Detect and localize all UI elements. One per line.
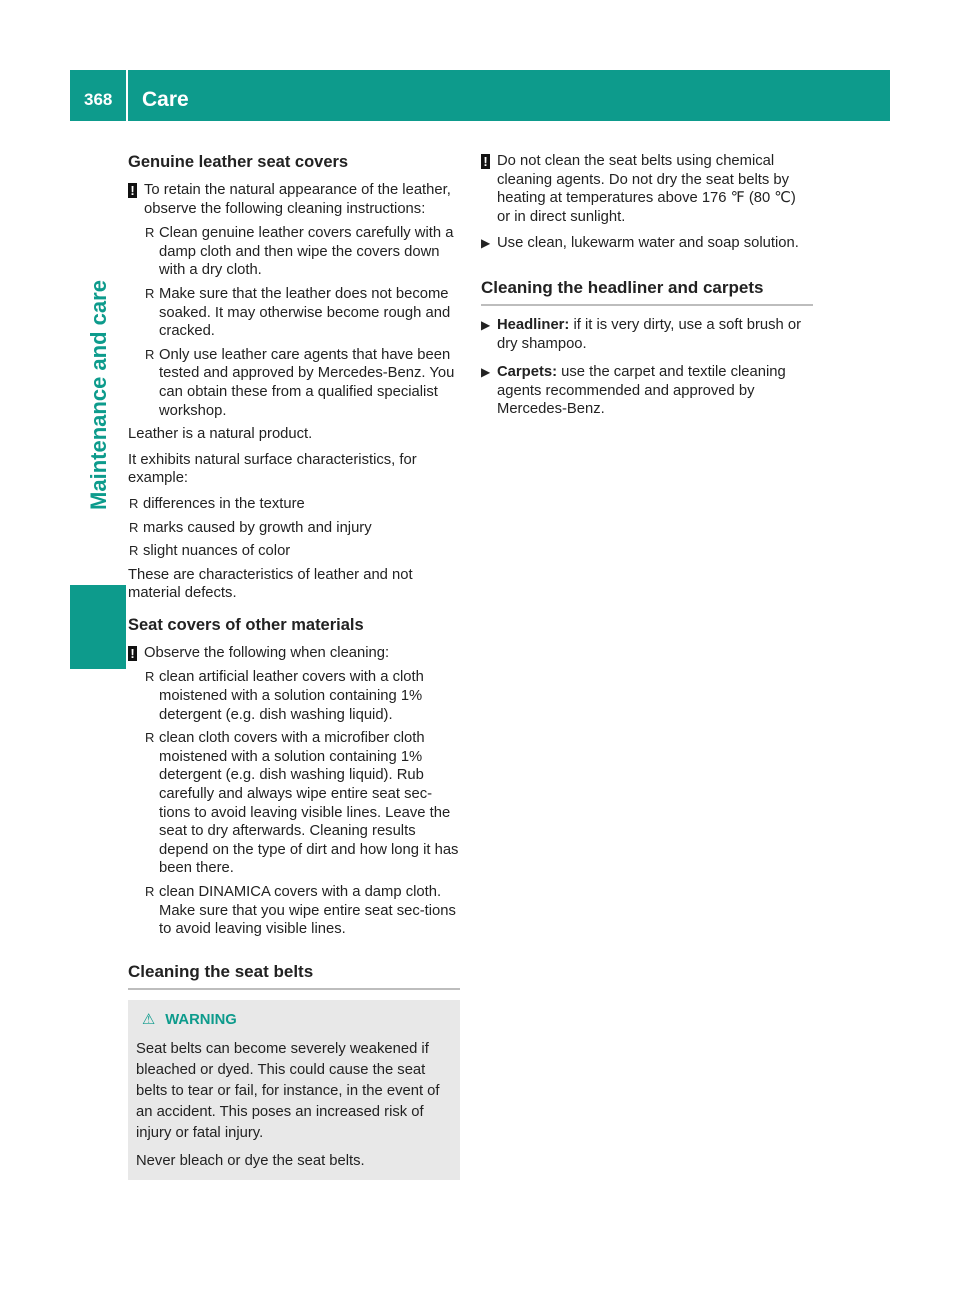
paragraph: Leather is a natural product. bbox=[128, 426, 313, 443]
bullet-r-icon: R bbox=[129, 543, 139, 559]
left-column bbox=[128, 152, 460, 1180]
bullet-r-icon: R bbox=[145, 669, 155, 685]
header-divider bbox=[126, 70, 128, 121]
warning-triangle-icon: ⚠ bbox=[142, 1011, 156, 1028]
step-item: ▶ Headliner: if it is very dirty, use a soft brush or dry shampoo. bbox=[481, 316, 801, 352]
bullet-r-icon: R bbox=[145, 730, 155, 746]
note-text: Do not clean the seat belts using chemical cleaning agents. Do not dry the seat belts by heating at temperatures above 176 ℉ (80 ℃) or in direct sunlight. bbox=[497, 153, 796, 225]
note-other-materials bbox=[128, 644, 460, 663]
list-item: R Only use leather care agents that have been tested and approved by Mercedes-Benz. You can obtain these from a qualified specialist workshop. bbox=[145, 346, 455, 419]
arrow-right-icon: ▶ bbox=[481, 317, 491, 332]
note-seat-belts bbox=[481, 152, 813, 226]
section-heading-leather: Genuine leather seat covers bbox=[128, 153, 349, 171]
paragraph: These are characteristics of leather and not material defects. bbox=[128, 566, 413, 602]
page-header bbox=[70, 70, 890, 121]
side-tab-marker bbox=[70, 585, 126, 669]
page-title: Care bbox=[142, 88, 189, 111]
page-number: 368 bbox=[84, 90, 113, 109]
other-materials-list bbox=[128, 668, 460, 938]
note-leather bbox=[128, 181, 460, 218]
list-item: R Clean genuine leather covers carefully with a damp cloth and then wipe the covers down with a dry cloth. bbox=[145, 225, 454, 279]
section-heading-seat-belts: Cleaning the seat belts bbox=[128, 961, 314, 981]
paragraph: It exhibits natural surface characteristics, for example: bbox=[128, 451, 417, 487]
exclamation-icon: ! bbox=[481, 154, 490, 169]
section-heading-other-materials: Seat covers of other materials bbox=[128, 615, 364, 634]
warning-instruction: Never bleach or dye the seat belts. bbox=[136, 1152, 365, 1169]
bullet-r-icon: R bbox=[145, 225, 155, 241]
leather-instructions-list bbox=[128, 224, 460, 420]
bullet-r-icon: R bbox=[129, 519, 139, 535]
warning-title: ⚠ WARNING bbox=[142, 1011, 237, 1028]
side-tab-label: Maintenance and care bbox=[86, 280, 111, 510]
exclamation-icon: ! bbox=[128, 183, 137, 198]
exclamation-icon: ! bbox=[128, 646, 137, 661]
bullet-r-icon: R bbox=[129, 495, 139, 511]
list-item: R Make sure that the leather does not become soaked. It may otherwise become rough and cracked. bbox=[145, 285, 451, 340]
list-item: R slight nuances of color bbox=[129, 543, 291, 560]
step-item: ▶ Carpets: use the carpet and textile cleaning agents recommended and approved by Mercedes-Benz. bbox=[481, 364, 786, 418]
list-item: R clean DINAMICA covers with a damp cloth. Make sure that you wipe entire seat sec-tions to avoid leaving visible lines. bbox=[145, 884, 456, 938]
step-item: ▶ Use clean, lukewarm water and soap solution. bbox=[481, 235, 799, 252]
list-item: R clean artificial leather covers with a cloth moistened with a solution containing 1% detergent (e.g. dish washing liquid). bbox=[145, 669, 424, 723]
bullet-r-icon: R bbox=[145, 346, 155, 362]
section-heading-headliner: Cleaning the headliner and carpets bbox=[481, 277, 764, 297]
list-item: R differences in the texture bbox=[129, 495, 305, 512]
arrow-right-icon: ▶ bbox=[481, 365, 491, 380]
bullet-r-icon: R bbox=[145, 285, 155, 301]
bullet-r-icon: R bbox=[145, 884, 155, 899]
warning-text: Seat belts can become severely weakened if bleached or dyed. This could cause the seat belts to tear or fail, for instance, in the event of an accident. This poses an increased risk of injury or fatal injury. bbox=[136, 1040, 440, 1141]
section-heading-headliner-wrap bbox=[481, 277, 813, 306]
list-item: R marks caused by growth and injury bbox=[129, 519, 372, 536]
leather-characteristics-list bbox=[128, 495, 460, 561]
arrow-right-icon: ▶ bbox=[481, 236, 491, 251]
right-column bbox=[481, 152, 813, 429]
section-heading-seat-belts-wrap bbox=[128, 961, 460, 990]
list-item: R clean cloth covers with a microfiber cloth moistened with a solution containing 1% detergent (e.g. dish washing liquid). Rub carefully and always wipe entire seat sec-tions to avoid leaving visible lines. Leave the seat to dry afterwards. Cleaning results depend on the type of dirt and how long it has been there. bbox=[145, 730, 459, 877]
warning-box bbox=[128, 1000, 460, 1180]
note-text: Observe the following when cleaning: bbox=[144, 644, 390, 661]
note-text: To retain the natural appearance of the leather, observe the following cleaning instructions: bbox=[144, 182, 451, 217]
